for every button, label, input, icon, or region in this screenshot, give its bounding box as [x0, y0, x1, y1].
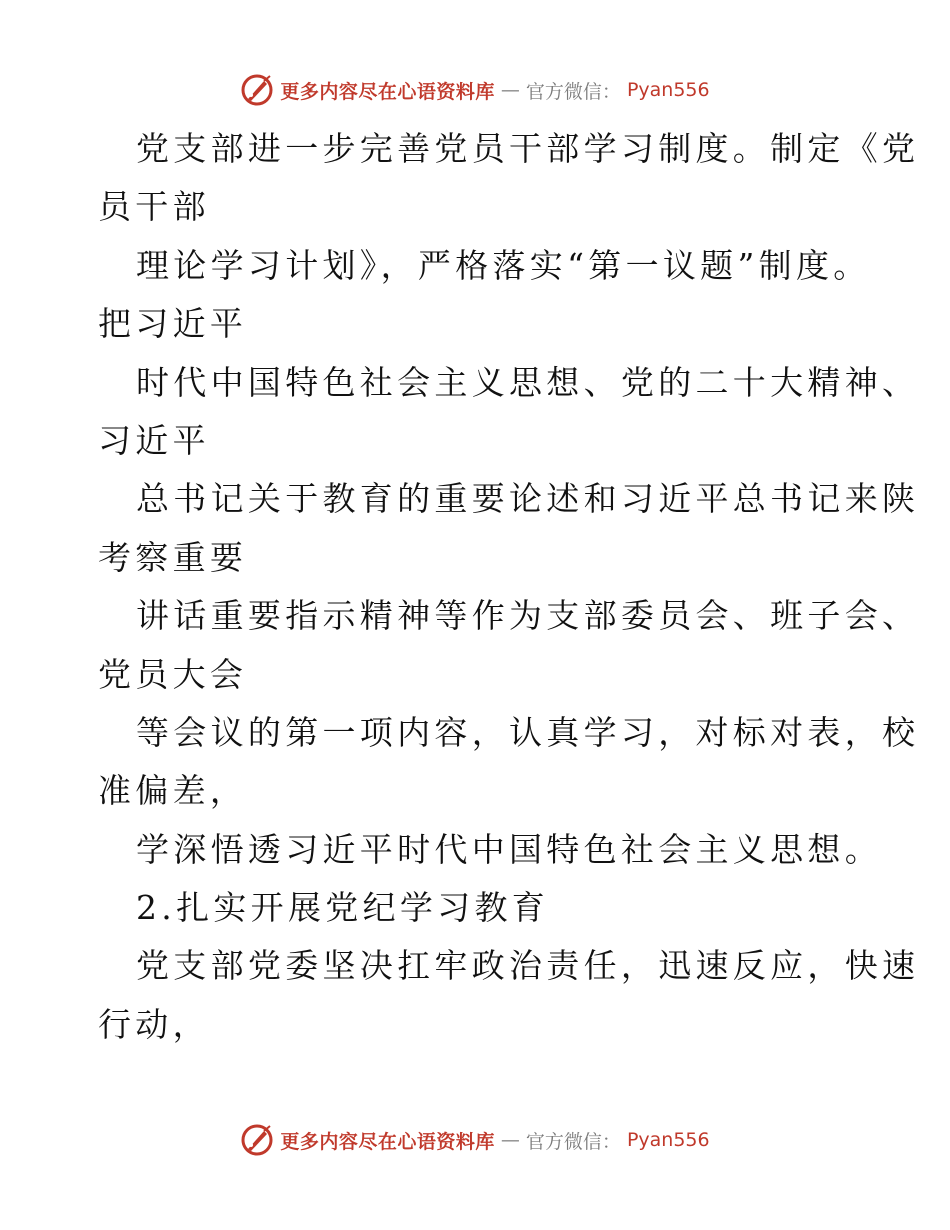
- banner-wechat-label: 官方微信：: [525, 1130, 621, 1153]
- text-line: 考察重要: [98, 537, 248, 577]
- text-line: 党支部进一步完善党员干部学习制度。制定《党: [136, 129, 920, 168]
- banner-separator: —: [500, 1129, 520, 1151]
- text-line: 讲话重要指示精神等作为支部委员会、班子会、: [136, 596, 920, 636]
- document-body: [98, 120, 920, 1054]
- header-banner: [0, 70, 950, 110]
- banner-separator: —: [500, 79, 520, 101]
- banner-wechat-id: Pyan556: [626, 79, 710, 101]
- text-line: 行动，: [98, 1004, 210, 1044]
- text-line: 党支部党委坚决扛牢政治责任，迅速反应，快速: [136, 946, 920, 986]
- text-line: 理论学习计划》，严格落实“第一议题”制度。: [136, 245, 871, 285]
- quill-pen-logo-icon: [240, 73, 274, 107]
- text-line: 习近平: [98, 420, 210, 460]
- banner-wechat-label: 官方微信：: [525, 80, 621, 103]
- text-line: 等会议的第一项内容，认真学习，对标对表，校: [136, 712, 920, 752]
- text-line: 时代中国特色社会主义思想、党的二十大精神、: [136, 362, 920, 402]
- text-line: 把习近平: [98, 304, 248, 344]
- text-line: 总书记关于教育的重要论述和习近平总书记来陕: [136, 479, 920, 519]
- text-line: 2.扎实开展党纪学习教育: [136, 888, 550, 928]
- footer-banner: [0, 1120, 950, 1160]
- banner-title: 更多内容尽在心语资料库: [280, 1130, 495, 1153]
- text-line: 党员大会: [98, 654, 248, 694]
- text-line: 员干部: [98, 187, 210, 227]
- text-line: 学深悟透习近平时代中国特色社会主义思想。: [136, 829, 882, 869]
- banner-wechat-id: Pyan556: [626, 1129, 710, 1151]
- quill-pen-logo-icon: [240, 1123, 274, 1157]
- banner-title: 更多内容尽在心语资料库: [280, 80, 495, 103]
- text-line: 准偏差，: [98, 771, 248, 811]
